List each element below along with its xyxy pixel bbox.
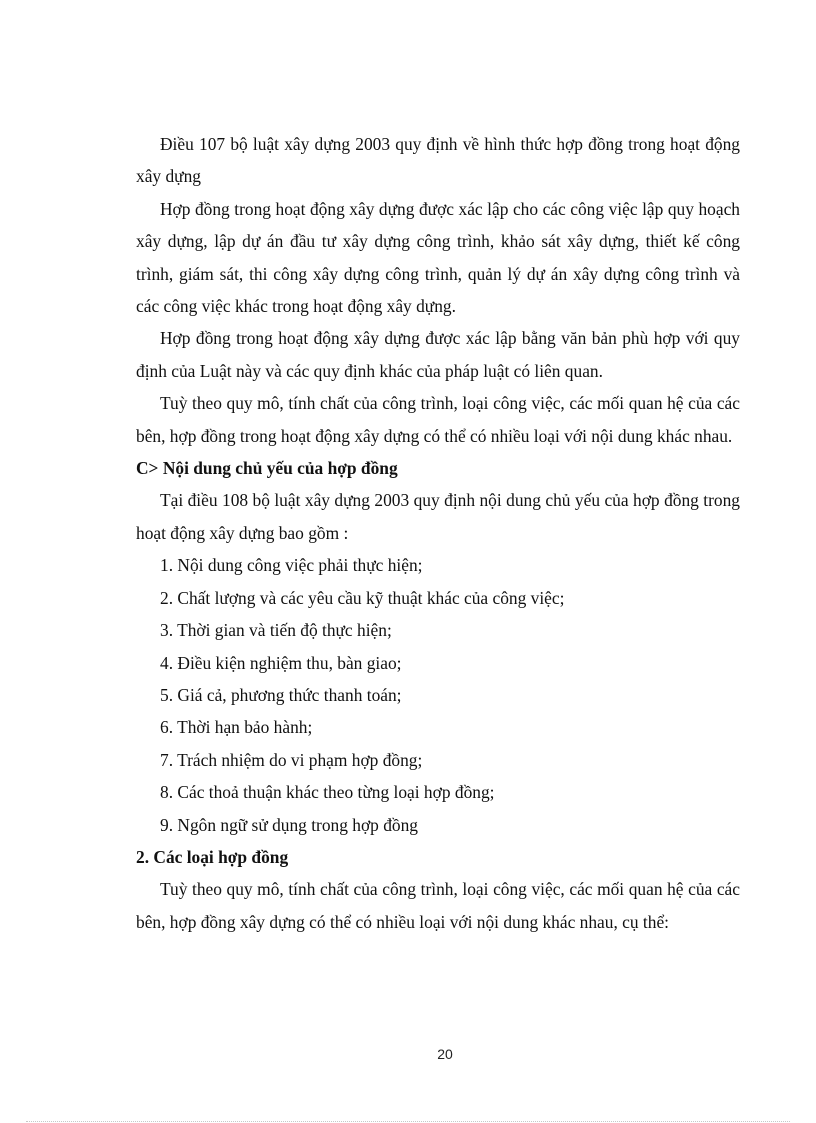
section-c-intro: Tại điều 108 bộ luật xây dựng 2003 quy định nội dung chủ yếu của hợp đồng trong hoạt động xây dựng bao gồm : (136, 490, 740, 543)
paragraph-contract-form: Hợp đồng trong hoạt động xây dựng được xác lập bằng văn bản phù hợp với quy định của Luật này và các quy định khác của pháp luật có liên quan. (136, 328, 740, 381)
list-item: 5. Giá cả, phương thức thanh toán; (160, 684, 402, 705)
list-item: 3. Thời gian và tiến độ thực hiện; (160, 620, 392, 641)
section-c-heading: C> Nội dung chủ yếu của hợp đồng (136, 458, 398, 479)
contract-content-list (136, 549, 740, 841)
list-item: 8. Các thoả thuận khác theo từng loại hợp đồng; (160, 782, 495, 803)
list-item: 1. Nội dung công việc phải thực hiện; (160, 555, 423, 576)
paragraph-contract-types: Tuỳ theo quy mô, tính chất của công trình, loại công việc, các mối quan hệ của các bên, hợp đồng trong hoạt động xây dựng có thể có nhiều loại với nội dung khác nhau. (136, 393, 740, 446)
section-2-heading: 2. Các loại hợp đồng (136, 846, 289, 867)
page-bottom-divider (26, 1121, 790, 1122)
list-item: 2. Chất lượng và các yêu cầu kỹ thuật khác của công việc; (160, 587, 565, 608)
section-2-body: Tuỳ theo quy mô, tính chất của công trình, loại công việc, các mối quan hệ của các bên, hợp đồng xây dựng có thể có nhiều loại với nội dung khác nhau, cụ thể: (136, 879, 740, 932)
list-item: 9. Ngôn ngữ sử dụng trong hợp đồng (160, 814, 418, 835)
paragraph-contract-scope: Hợp đồng trong hoạt động xây dựng được xác lập cho các công việc lập quy hoạch xây dựng, lập dự án đầu tư xây dựng công trình, khảo sát xây dựng, thiết kế công trình, giám sát, thi công xây dựng công trình, quản lý dự án xây dựng công trình và các công việc khác trong hoạt động xây dựng. (136, 198, 740, 317)
page-content (136, 128, 740, 938)
list-item: 4. Điều kiện nghiệm thu, bàn giao; (160, 652, 402, 673)
list-item: 7. Trách nhiệm do vi phạm hợp đồng; (160, 749, 423, 770)
page-number: 20 (437, 1046, 453, 1062)
list-item: 6. Thời hạn bảo hành; (160, 717, 313, 738)
paragraph-article-107: Điều 107 bộ luật xây dựng 2003 quy định về hình thức hợp đồng trong hoạt động xây dựng (136, 134, 740, 187)
